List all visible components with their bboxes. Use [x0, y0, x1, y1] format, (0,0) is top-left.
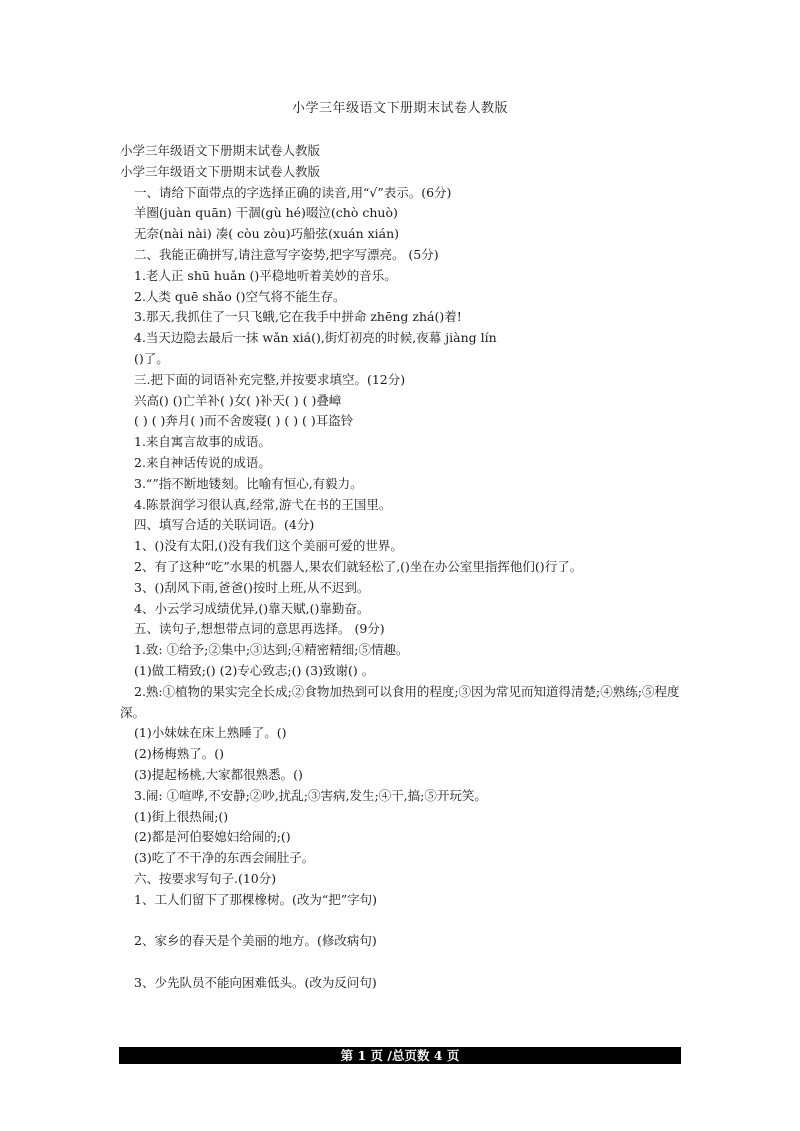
text-line: 1、()没有太阳,()没有我们这个美丽可爱的世界。	[134, 538, 403, 554]
text-line: 1.致: ①给予;②集中;③达到;④精密精细;⑤情趣。	[134, 642, 409, 658]
text-line: 2、家乡的春天是个美丽的地方。(修改病句)	[134, 933, 377, 949]
section-heading: 六、按要求写句子.(10分)	[134, 870, 277, 886]
text-line: ( ) ( )奔月( )而不舍废寝( ) ( ) ( )耳盗铃	[134, 413, 354, 429]
text-line: (3)提起杨桃,大家都很熟悉。()	[134, 766, 303, 782]
text-line: 羊圈(juàn quān) 干涸(gù hé)啜泣(chò chuò)	[134, 205, 398, 221]
text-line: (2)杨梅熟了。()	[134, 746, 224, 762]
text-line: 1.来自寓言故事的成语。	[134, 434, 271, 450]
page-footer: 第 1 页 /总页数 4 页	[119, 1047, 681, 1064]
text-line: 2.人类 quē shǎo ()空气将不能生存。	[134, 288, 346, 304]
section-heading: 四、填写合适的关联词语。(4分)	[134, 517, 315, 533]
text-line: (1)小妹妹在床上熟睡了。()	[134, 725, 287, 741]
text-line: 3、()刮风下雨,爸爸()按时上班,从不迟到。	[134, 579, 370, 595]
heading-line: 小学三年级语文下册期末试卷人教版	[120, 163, 321, 179]
text-line: 3.“”指不断地镂刻。比喻有恒心,有毅力。	[134, 475, 363, 491]
text-line: 2.来自神话传说的成语。	[134, 454, 271, 470]
text-line: 2、有了这种“吃”水果的机器人,果农们就轻松了,()坐在办公室里指挥他们()行了。	[134, 558, 583, 574]
section-heading: 一、请给下面带点的字选择正确的读音,用“√”表示。(6分)	[134, 184, 452, 200]
text-line: ()了。	[134, 350, 169, 366]
text-line: (1)做工精致;() (2)专心致志;() (3)致谢() 。	[134, 662, 375, 678]
text-line: 无奈(nài nài) 凑( còu zòu)巧船弦(xuán xián)	[134, 226, 400, 242]
text-line: (3)吃了不干净的东西会闹肚子。	[134, 850, 315, 866]
page-title: 小学三年级语文下册期末试卷人教版	[291, 101, 508, 116]
section-heading: 二、我能正确拼写,请注意写字姿势,把字写漂亮。 (5分)	[134, 246, 439, 262]
text-line: (2)都是河伯娶媳妇给闹的;()	[134, 829, 291, 845]
text-line: 4、小云学习成绩优异,()靠天赋,()靠勤奋。	[134, 600, 370, 616]
heading-line: 小学三年级语文下册期末试卷人教版	[120, 143, 321, 158]
text-line: 兴高() ()亡羊补( )女( )补天( ) ( )叠嶂	[134, 392, 342, 408]
text-line: (1)街上很热闹;()	[134, 808, 229, 824]
answer-space	[120, 910, 690, 931]
text-line: 3.那天,我抓住了一只飞蛾,它在我手中拼命 zhēng zhá()着!	[134, 309, 462, 325]
text-line: 4.当天边隐去最后一抹 wǎn xiá(),街灯初亮的时候,夜幕 jiàng lín	[134, 330, 497, 346]
text-line: 4.陈景润学习很认真,经常,游弋在书的王国里。	[134, 496, 392, 512]
text-line: 1.老人正 shū huǎn ()平稳地听着美妙的音乐。	[134, 267, 397, 283]
text-line: 2.熟:①植物的果实完全长成;②食物加热到可以食用的程度;③因为常见而知道得清楚;④熟练;⑤程度深。	[120, 683, 680, 720]
answer-space	[120, 952, 690, 973]
section-heading: 五、读句子,想想带点词的意思再选择。 (9分)	[134, 621, 385, 637]
document-body	[120, 141, 690, 994]
text-line: 1、工人们留下了那棵橡树。(改为“把”字句)	[134, 891, 377, 907]
text-line: 3、少先队员不能向困难低头。(改为反问句)	[134, 975, 377, 991]
text-line: 3.闹: ①喧哗,不安静;②吵,扰乱;③害病,发生;④干,搞;⑤开玩笑。	[134, 787, 487, 803]
section-heading: 三.把下面的词语补充完整,并按要求填空。(12分)	[134, 371, 406, 387]
